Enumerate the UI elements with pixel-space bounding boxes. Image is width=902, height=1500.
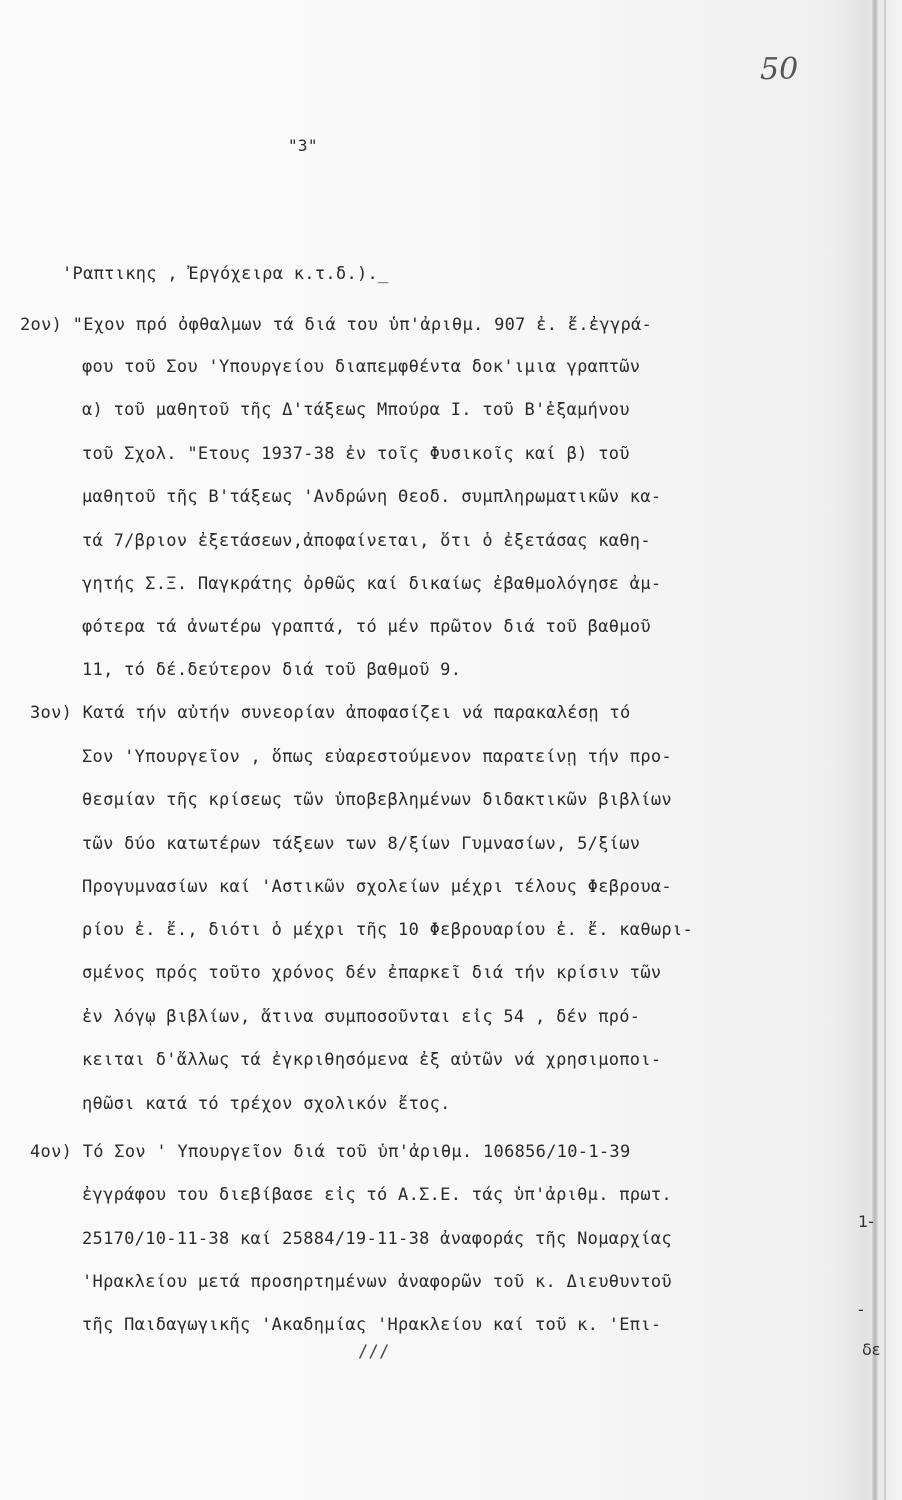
margin-mark: - (858, 1300, 864, 1319)
text-line: φότερα τά ἀνωτέρω γραπτά, τό μέν πρῶτον διά τοῦ βαθμοῦ (82, 617, 651, 637)
text-line: σμένος πρός τοῦτο χρόνος δέν ἐπαρκεῖ διά τήν κρίσιν τῶν (82, 963, 662, 983)
text-line: α) τοῦ μαθητοῦ τῆς Δ'τάξεως Μπούρα Ι. τοῦ Β'ἑξαμήνου (82, 400, 630, 420)
text-line: κειται δ'ἄλλως τά ἐγκριθησόμενα ἐξ αὐτῶν νά χρησιμοποι- (82, 1050, 662, 1070)
text-line: ἐγγράφου του διεβίβασε εἰς τό Α.Σ.Ε. τάς ὑπ'ἀριθμ. πρωτ. (82, 1185, 672, 1205)
text-line: 'Ραπτικης , Ἐργόχειρα κ.τ.δ.)._ (62, 264, 389, 284)
page-number: "3" (288, 136, 318, 155)
text-line: 4ον) Τό Σον ' Υπουργεῖον διά τοῦ ὑπ'ἀριθμ. 106856/10-1-39 (30, 1142, 631, 1162)
text-line: θεσμίαν τῆς κρίσεως τῶν ὑποβεβλημένων διδακτικῶν βιβλίων (82, 790, 672, 810)
text-line: ηθῶσι κατά τό τρέχον σχολικόν ἔτος. (82, 1094, 451, 1114)
text-line: 11, τό δέ.δεύτερον διά τοῦ βαθμοῦ 9. (82, 660, 462, 680)
text-line: γητής Σ.Ξ. Παγκράτης ὀρθῶς καί δικαίως ἐβαθμολόγησε ἀμ- (82, 574, 662, 594)
text-line: 25170/10-11-38 καί 25884/19-11-38 ἀναφοράς τῆς Νομαρχίας (82, 1229, 672, 1249)
text-line: μαθητοῦ τῆς Β'τάξεως 'Ανδρώνη Θεοδ. συμπληρωματικῶν κα- (82, 487, 662, 507)
text-line: Σον 'Υπουργεῖον , ὅπως εὐαρεστούμενον παρατείνῃ τήν προ- (82, 747, 672, 767)
binding-shadow (872, 0, 878, 1500)
text-line: 2ον) "Εχον πρό ὀφθαλμων τά διά του ὑπ'ἀριθμ. 907 ἐ. ἔ.ἐγγρά- (20, 315, 653, 335)
text-line: ρίου ἐ. ἔ., διότι ὁ μέχρι τῆς 10 Φεβρουαρίου ἐ. ἔ. καθωρι- (82, 920, 694, 940)
text-line: τά 7/βριον ἐξετάσεων,ἀποφαίνεται, ὅτι ὁ ἐξετάσας καθη- (82, 531, 651, 551)
text-line: τῶν δύο κατωτέρων τάξεων των 8/ξίων Γυμνασίων, 5/ξίων (82, 834, 641, 854)
margin-mark: 1- (858, 1212, 874, 1231)
binding-edge (884, 0, 886, 1500)
text-line: τῆς Παιδαγωγικῆς 'Ακαδημίας 'Ηρακλείου καί τοῦ κ. 'Επι- (82, 1315, 662, 1335)
text-line: Προγυμνασίων καί 'Αστικῶν σχολείων μέχρι τέλους Φεβρουα- (82, 877, 672, 897)
continuation-mark: /// (358, 1342, 390, 1362)
text-line: φου τοῦ Σου 'Υπουργείου διαπεμφθέντα δοκ'ιμια γραπτῶν (82, 357, 641, 377)
text-line: 'Ηρακλείου μετά προσηρτημένων ἀναφορῶν τοῦ κ. Διευθυντοῦ (82, 1272, 672, 1292)
handwritten-page-number: 50 (760, 52, 799, 87)
text-line: ἐν λόγῳ βιβλίων, ἅτινα συμποσοῦνται εἰς 54 , δέν πρό- (82, 1007, 641, 1027)
margin-mark: δε (862, 1340, 881, 1359)
text-line: 3ον) Κατά τήν αὐτήν συνεορίαν ἀποφασίζει νά παρακαλέσῃ τό (30, 703, 631, 723)
text-line: τοῦ Σχολ. "Ετους 1937-38 ἐν τοῖς Φυσικοῖς καί β) τοῦ (82, 444, 630, 464)
